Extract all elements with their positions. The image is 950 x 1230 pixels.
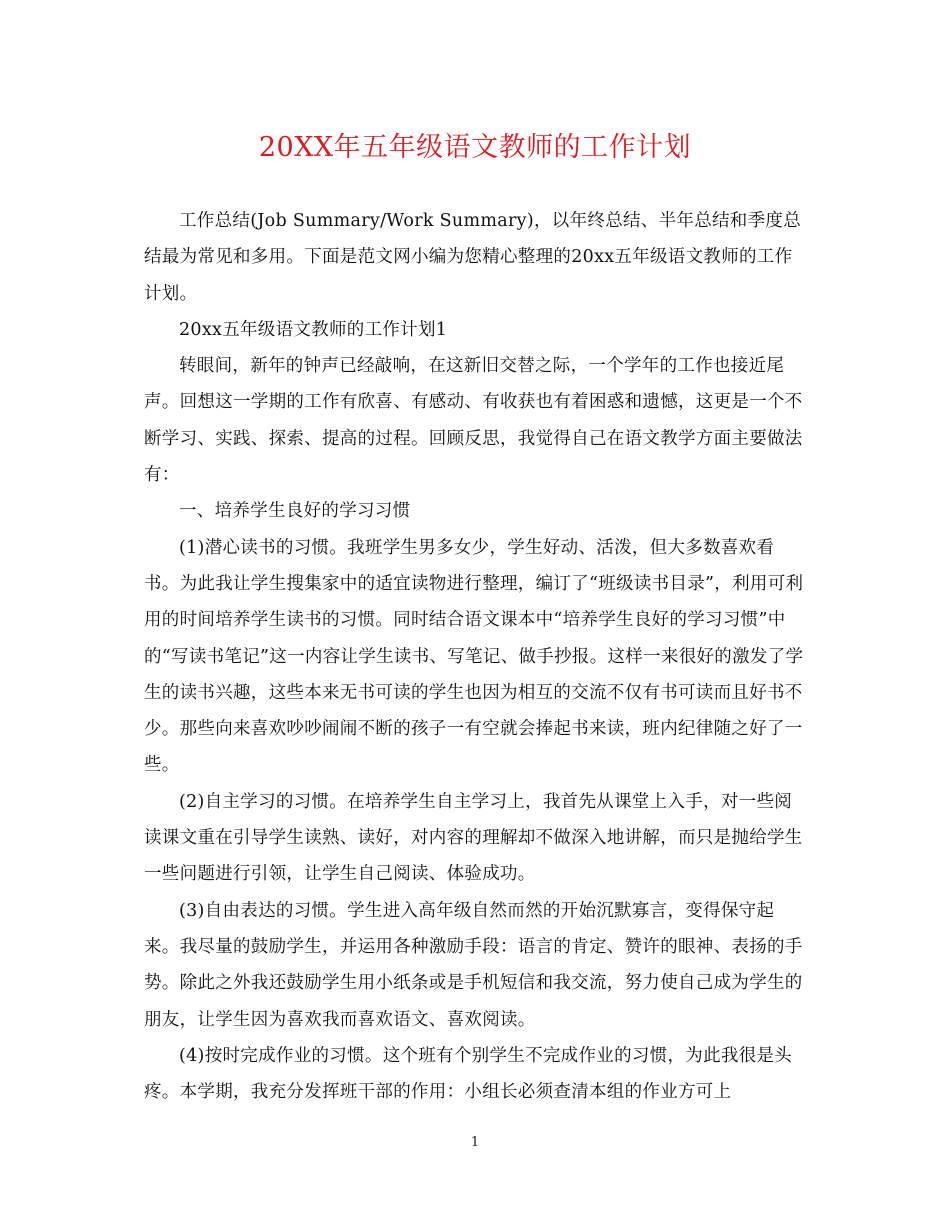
paragraph-section-heading: 一、培养学生良好的学习习惯 <box>179 501 411 522</box>
paragraph-reading-habit: (1)潜心读书的习惯。我班学生男多女少，学生好动、活泼，但大多数喜欢看书。为此我让学生搜集家中的适宜读物进行整理，编订了“班级读书目录”，利用可利用的时间培养学生读书的习惯。同时结合语文课本中“培养学生良好的学习习惯”中的“写读书笔记”这一内容让学生读书、写笔记、做手抄报。这样一来很好的激发了学生的读书兴趣，这些本来无书可读的学生也因为相互的交流不仅有书可读而且好书不少。那些向来喜欢吵吵闹闹不断的孩子一有空就会捧起书来读，班内纪律随之好了一些。 <box>144 537 804 776</box>
paragraph-self-study-habit: (2)自主学习的习惯。在培养学生自主学习上，我首先从课堂上入手，对一些阅读课文重在引导学生读熟、读好，对内容的理解却不做深入地讲解，而只是抛给学生一些问题进行引领，让学生自己阅读、体验成功。 <box>144 791 803 885</box>
paragraph-review: 转眼间，新年的钟声已经敲响，在这新旧交替之际，一个学年的工作也接近尾声。回想这一学期的工作有欣喜、有感动、有收获也有着困惑和遗憾，这更是一个不断学习、实践、探索、提高的过程。回顾反思，我觉得自己在语文教学方面主要做法有： <box>144 356 803 486</box>
paragraph-plan-heading: 20xx五年级语文教师的工作计划1 <box>179 319 448 340</box>
paragraph-intro: 工作总结(Job Summary/Work Summary)，以年终总结、半年总结和季度总结最为常见和多用。下面是范文网小编为您精心整理的20xx五年级语文教师的工作计划。 <box>144 211 801 304</box>
paragraph-expression-habit: (3)自由表达的习惯。学生进入高年级自然而然的开始沉默寡言，变得保守起来。我尽量的鼓励学生，并运用各种激励手段：语言的肯定、赞许的眼神、表扬的手势。除此之外我还鼓励学生用小纸条或是手机短信和我交流，努力使自己成为学生的朋友，让学生因为喜欢我而喜欢语文、喜欢阅读。 <box>144 900 803 1030</box>
document-body <box>144 203 808 1110</box>
page-number: 1 <box>470 1135 480 1150</box>
document-title: 20XX年五年级语文教师的工作计划 <box>258 132 692 163</box>
paragraph-homework-habit: (4)按时完成作业的习惯。这个班有个别学生不完成作业的习惯，为此我很是头疼。本学期，我充分发挥班干部的作用：小组长必须查清本组的作业方可上 <box>144 1045 793 1103</box>
